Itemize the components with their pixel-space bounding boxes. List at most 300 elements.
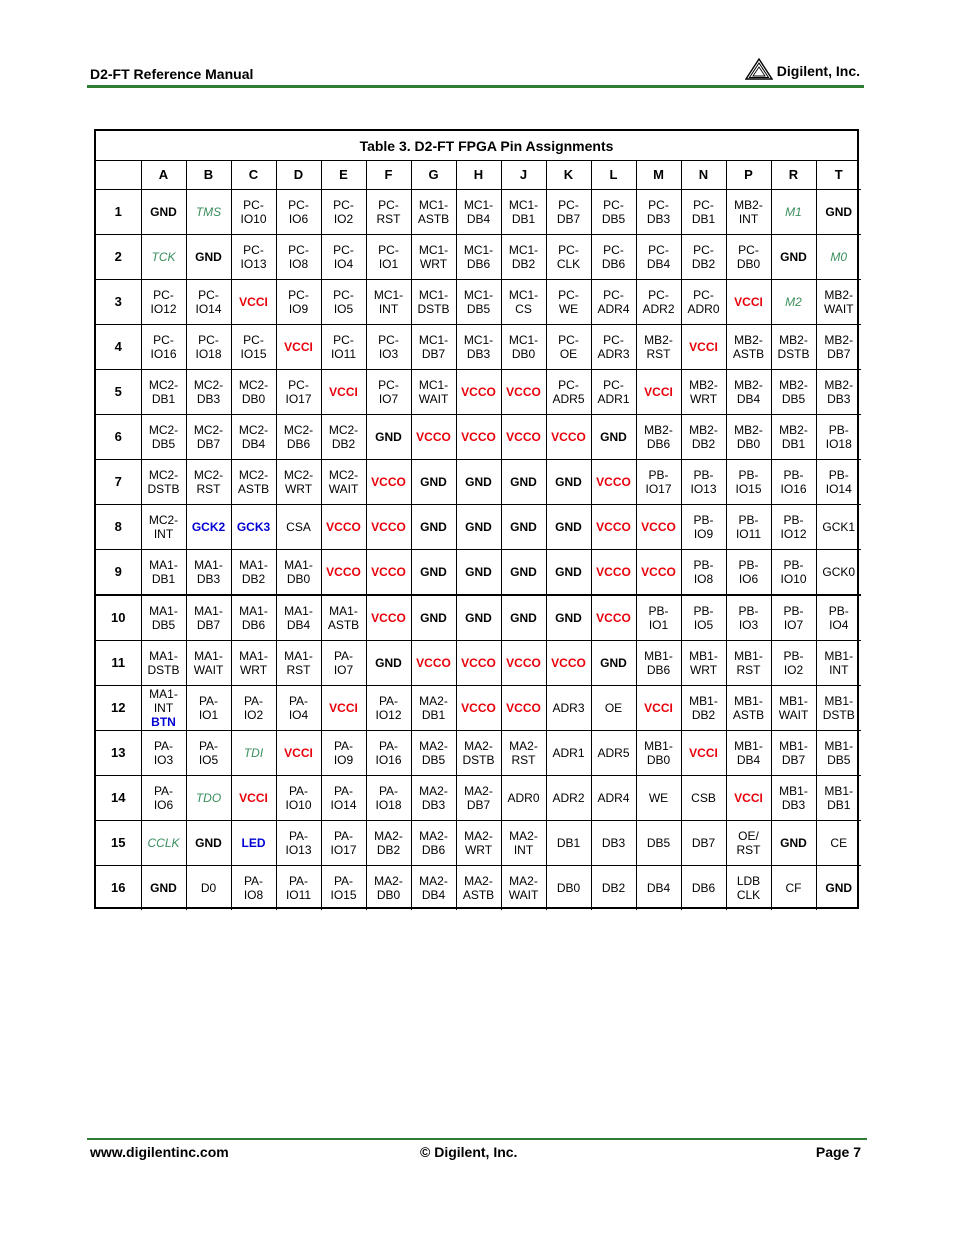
pin-label: VCCI (329, 385, 358, 399)
pin-cell (771, 641, 816, 686)
pin-cell (366, 370, 411, 415)
pin-cell (366, 415, 411, 460)
pin-cell (501, 235, 546, 280)
pin-label: ADR2 (552, 791, 585, 805)
pin-label: MC1- DSTB (417, 288, 450, 316)
pin-label: MB1- INT (824, 649, 854, 677)
table-row (96, 686, 861, 731)
pin-label: ADR4 (597, 791, 630, 805)
pin-label: VCCI (239, 295, 268, 309)
pin-label: VCCO (641, 520, 676, 534)
pin-label: PC- WE (558, 288, 579, 316)
pin-label: M0 (830, 250, 848, 264)
pin-cell (636, 190, 681, 235)
pin-label: PC- ADR3 (597, 333, 630, 361)
pin-cell (366, 686, 411, 731)
pin-label: MB1- WRT (689, 649, 718, 677)
pin-cell (321, 280, 366, 325)
table-row (96, 595, 861, 641)
pin-cell (681, 235, 726, 280)
pin-cell (591, 776, 636, 821)
pin-cell (231, 235, 276, 280)
pin-cell (501, 866, 546, 911)
pin-cell (186, 190, 231, 235)
pin-label: PB- IO8 (693, 558, 714, 586)
pin-cell (321, 731, 366, 776)
pin-cell (501, 686, 546, 731)
pin-label: MA2- DB3 (419, 784, 448, 812)
pin-cell (366, 550, 411, 596)
pin-label: MA1- WAIT (193, 649, 224, 677)
pin-cell (681, 280, 726, 325)
pin-label: PA- IO10 (285, 784, 312, 812)
pin-cell (546, 235, 591, 280)
pin-label: PA- IO9 (333, 739, 354, 767)
row-header: 9 (96, 550, 141, 596)
pin-cell (591, 731, 636, 776)
pin-cell (636, 731, 681, 776)
pin-cell (366, 460, 411, 505)
pin-cell (186, 550, 231, 596)
pin-cell (456, 595, 501, 641)
row-header: 6 (96, 415, 141, 460)
pin-cell (636, 776, 681, 821)
pin-label: PA- IO4 (288, 694, 309, 722)
pin-label: MA1- DB4 (284, 604, 313, 632)
pin-label: MC2- DB0 (238, 378, 269, 406)
pin-label: MC2- DB7 (193, 423, 224, 451)
pin-label: MC1- INT (373, 288, 404, 316)
pin-label: ADR1 (552, 746, 585, 760)
pin-cell (276, 190, 321, 235)
pin-label: MA2- DSTB (462, 739, 495, 767)
pin-label: PC- IO18 (195, 333, 222, 361)
pin-cell (501, 325, 546, 370)
pin-cell (456, 731, 501, 776)
pin-cell (141, 550, 186, 596)
pin-cell (546, 280, 591, 325)
pin-label: MB2- DB3 (824, 378, 854, 406)
pin-label: ADR5 (597, 746, 630, 760)
pin-cell (591, 415, 636, 460)
pin-label: MB2- RST (644, 333, 673, 361)
pin-label: MA1- DB3 (194, 558, 223, 586)
pin-label: PC- IO12 (150, 288, 177, 316)
pin-label: GND (420, 475, 447, 489)
pin-cell (456, 415, 501, 460)
pin-cell (231, 686, 276, 731)
pin-label: VCCI (689, 340, 718, 354)
table-row (96, 415, 861, 460)
pin-label: MC1- WAIT (418, 378, 449, 406)
pin-label: DB7 (691, 836, 716, 850)
pin-cell (411, 595, 456, 641)
column-header: R (771, 161, 816, 190)
pin-cell (231, 325, 276, 370)
pin-cell (411, 415, 456, 460)
pin-label: VCCO (326, 520, 361, 534)
pin-cell (681, 641, 726, 686)
pin-label: VCCO (506, 656, 541, 670)
pin-label: MB2- DSTB (777, 333, 810, 361)
pin-cell (591, 595, 636, 641)
pin-cell (636, 235, 681, 280)
pin-label: PC- RST (376, 198, 401, 226)
pin-label: PC- IO4 (333, 243, 354, 271)
pin-cell (321, 686, 366, 731)
pin-cell (186, 731, 231, 776)
pin-label: M2 (785, 295, 802, 309)
pin-label: PC- DB6 (601, 243, 626, 271)
pin-cell (681, 415, 726, 460)
pin-cell (366, 866, 411, 911)
pin-cell (546, 325, 591, 370)
pin-cell (321, 370, 366, 415)
pin-cell (186, 235, 231, 280)
pin-cell (681, 550, 726, 596)
pin-label: VCCI (239, 791, 268, 805)
pin-label: MA2- DB1 (419, 694, 448, 722)
pin-cell (411, 866, 456, 911)
pin-cell (636, 550, 681, 596)
pin-label: MC2- DB4 (238, 423, 269, 451)
digilent-logo-icon (745, 58, 773, 80)
pin-label: PB- IO10 (780, 558, 807, 586)
pin-label: PC- ADR0 (687, 288, 720, 316)
pin-cell (186, 686, 231, 731)
pin-label: GND (555, 611, 582, 625)
pin-cell (231, 731, 276, 776)
pin-cell (411, 776, 456, 821)
pin-cell (276, 235, 321, 280)
pin-cell (276, 595, 321, 641)
column-header: D (276, 161, 321, 190)
column-header: B (186, 161, 231, 190)
pin-cell (141, 235, 186, 280)
pin-label: MB2- DB5 (779, 378, 808, 406)
pin-cell (636, 280, 681, 325)
pin-cell (546, 550, 591, 596)
pin-label: DB5 (646, 836, 671, 850)
table-row (96, 370, 861, 415)
pin-label: PA- IO2 (243, 694, 264, 722)
pin-cell (366, 325, 411, 370)
pin-cell (726, 235, 771, 280)
pin-label: PB- IO11 (735, 513, 762, 541)
pin-label: PC- DB5 (601, 198, 626, 226)
pin-cell (141, 505, 186, 550)
pin-cell (501, 731, 546, 776)
pin-cell (141, 415, 186, 460)
pin-label: MB1- WAIT (778, 694, 809, 722)
pin-label: VCCI (734, 791, 763, 805)
pin-cell (546, 370, 591, 415)
pin-label: M1 (785, 205, 802, 219)
pin-label: MB2- WRT (689, 378, 718, 406)
row-header: 2 (96, 235, 141, 280)
header-company (745, 58, 860, 80)
pin-label: MA1- DB1 (149, 558, 178, 586)
column-header: E (321, 161, 366, 190)
pin-cell (591, 686, 636, 731)
pin-cell (681, 505, 726, 550)
pin-label: MC1- DB7 (418, 333, 449, 361)
pin-cell (771, 415, 816, 460)
pin-label: DB1 (556, 836, 581, 850)
column-header: N (681, 161, 726, 190)
pin-cell (321, 460, 366, 505)
pin-cell (771, 505, 816, 550)
pin-label: VCCO (596, 611, 631, 625)
pin-label: PB- IO6 (738, 558, 759, 586)
pin-label: PC- IO15 (240, 333, 267, 361)
pin-label: D0 (200, 881, 217, 895)
pin-label: MC1- DB1 (508, 198, 539, 226)
pin-label: VCCI (644, 385, 673, 399)
pin-label: GND (150, 205, 177, 219)
column-header: K (546, 161, 591, 190)
pin-cell (456, 370, 501, 415)
pin-label: GND (420, 520, 447, 534)
pin-cell (546, 505, 591, 550)
header-company-name: Digilent, Inc. (776, 63, 860, 79)
pin-cell (276, 415, 321, 460)
pin-label: GCK2 (191, 520, 226, 534)
pin-cell (276, 550, 321, 596)
pin-cell (546, 821, 591, 866)
pin-label: GND (510, 565, 537, 579)
pin-cell (726, 550, 771, 596)
pin-cell (771, 550, 816, 596)
pin-label: PC- ADR4 (597, 288, 630, 316)
pin-cell (636, 595, 681, 641)
pin-cell (186, 641, 231, 686)
pin-cell (546, 686, 591, 731)
column-header: L (591, 161, 636, 190)
pin-cell (186, 866, 231, 911)
pin-cell (816, 505, 861, 550)
pin-label: VCCO (551, 656, 586, 670)
pin-label: GND (510, 520, 537, 534)
pin-cell (456, 280, 501, 325)
pin-cell (366, 641, 411, 686)
pin-label: PA- IO1 (198, 694, 219, 722)
pin-cell (366, 235, 411, 280)
pin-label: MB1- DB4 (734, 739, 763, 767)
pin-label: MC1- WRT (418, 243, 449, 271)
pin-cell (816, 731, 861, 776)
pin-cell (456, 460, 501, 505)
pin-label: MB1- DSTB (822, 694, 855, 722)
pin-cell (141, 325, 186, 370)
pin-label: MC2- INT (148, 513, 179, 541)
row-header: 12 (96, 686, 141, 731)
pin-label: GND (375, 430, 402, 444)
pin-label: PA- IO6 (153, 784, 174, 812)
pin-label: GND (555, 520, 582, 534)
pin-label: PC- IO16 (150, 333, 177, 361)
pin-label: PC- IO7 (378, 378, 399, 406)
pin-cell (141, 686, 186, 731)
pin-cell (456, 325, 501, 370)
pin-label: MB2- WAIT (823, 288, 854, 316)
pin-label: MB1- RST (734, 649, 763, 677)
pin-cell (501, 550, 546, 596)
pin-label: PC- OE (558, 333, 579, 361)
pin-cell (231, 866, 276, 911)
pin-label: PB- IO15 (735, 468, 762, 496)
pin-cell (591, 505, 636, 550)
pin-cell (276, 505, 321, 550)
pin-label: MA1- DB5 (149, 604, 178, 632)
pin-label: PB- IO12 (780, 513, 807, 541)
pin-label: PC- IO11 (330, 333, 357, 361)
pin-label: MB1- DB6 (644, 649, 673, 677)
pin-label: MB1- DB3 (779, 784, 808, 812)
pin-label: PA- IO11 (285, 874, 312, 902)
column-header: F (366, 161, 411, 190)
pin-cell (456, 190, 501, 235)
pin-label: PC- IO6 (288, 198, 309, 226)
pin-cell (501, 821, 546, 866)
pin-label: MC1- DB3 (463, 333, 494, 361)
pin-label: VCCO (506, 701, 541, 715)
pin-label: PB- IO9 (693, 513, 714, 541)
pin-cell (726, 415, 771, 460)
pin-label: CCLK (147, 836, 180, 850)
pin-label: PB- IO14 (825, 468, 852, 496)
pin-cell (681, 460, 726, 505)
table-row (96, 460, 861, 505)
pin-cell (681, 776, 726, 821)
pin-label: PB- IO13 (690, 468, 717, 496)
pin-cell (141, 866, 186, 911)
pin-label: VCCI (284, 746, 313, 760)
row-header: 1 (96, 190, 141, 235)
pin-label: MA2- ASTB (462, 874, 495, 902)
row-header: 14 (96, 776, 141, 821)
pin-label: MB1- DB0 (644, 739, 673, 767)
pin-label: DB6 (691, 881, 716, 895)
pin-cell (141, 370, 186, 415)
pin-label: CF (785, 881, 802, 895)
pin-cell (366, 821, 411, 866)
pin-label: MB2- DB7 (824, 333, 854, 361)
pin-label: PC- IO8 (288, 243, 309, 271)
table-title: Table 3. D2-FT FPGA Pin Assignments (96, 131, 857, 161)
table-row (96, 776, 861, 821)
pin-label: VCCO (371, 565, 406, 579)
row-header: 11 (96, 641, 141, 686)
pin-label: MC2- DB6 (283, 423, 314, 451)
pin-cell (681, 686, 726, 731)
pin-grid (96, 161, 861, 910)
pin-label: PB- IO4 (828, 604, 849, 632)
pin-label: VCCI (284, 340, 313, 354)
row-header: 7 (96, 460, 141, 505)
pin-cell (816, 370, 861, 415)
pin-label: MC2- DB2 (328, 423, 359, 451)
pin-cell (591, 190, 636, 235)
pin-cell (501, 190, 546, 235)
pin-cell (411, 731, 456, 776)
pin-label: MA1- ASTB (327, 604, 360, 632)
pin-label: DB2 (601, 881, 626, 895)
pin-label: MA1- DB2 (239, 558, 268, 586)
column-header: P (726, 161, 771, 190)
pin-cell (141, 641, 186, 686)
pin-label: CE (830, 836, 848, 850)
table-row (96, 821, 861, 866)
pin-cell (276, 686, 321, 731)
pin-cell (186, 460, 231, 505)
pin-label: MA2- DB4 (419, 874, 448, 902)
pin-cell (321, 821, 366, 866)
pin-label: VCCO (326, 565, 361, 579)
pin-cell (591, 866, 636, 911)
pin-label: VCCO (596, 520, 631, 534)
pin-cell (771, 776, 816, 821)
pin-cell (636, 641, 681, 686)
pin-cell (501, 370, 546, 415)
pin-label: PB- IO3 (738, 604, 759, 632)
pin-cell (546, 595, 591, 641)
pin-label: PA- IO8 (243, 874, 264, 902)
pin-label: PC- IO1 (378, 243, 399, 271)
table-row (96, 280, 861, 325)
pin-label: GCK0 (822, 565, 856, 579)
pin-label: PC- DB1 (691, 198, 716, 226)
pin-label: GND (510, 475, 537, 489)
pin-cell (681, 190, 726, 235)
pin-cell (141, 460, 186, 505)
pin-label: PA- IO5 (198, 739, 219, 767)
pin-label: VCCO (551, 430, 586, 444)
pin-label: VCCI (734, 295, 763, 309)
pin-cell (546, 731, 591, 776)
pin-label: VCCO (416, 430, 451, 444)
pin-cell (366, 280, 411, 325)
pin-cell (816, 595, 861, 641)
pin-cell (141, 280, 186, 325)
pin-cell (501, 280, 546, 325)
column-header: C (231, 161, 276, 190)
pin-cell (681, 731, 726, 776)
pin-label: MC1- DB5 (463, 288, 494, 316)
pin-label: GND (375, 656, 402, 670)
pin-cell (546, 866, 591, 911)
pin-cell (141, 190, 186, 235)
pin-label: MC1- DB6 (463, 243, 494, 271)
pin-label: VCCO (371, 611, 406, 625)
pin-label: GND (600, 430, 627, 444)
pin-cell (681, 866, 726, 911)
pin-cell (411, 370, 456, 415)
pin-label: MC1- DB0 (508, 333, 539, 361)
pin-cell (321, 776, 366, 821)
pin-cell (456, 686, 501, 731)
column-header: T (816, 161, 861, 190)
pin-cell (636, 370, 681, 415)
pin-label: MB1- DB1 (824, 784, 854, 812)
pin-label: ADR0 (507, 791, 540, 805)
pin-extra-label: BTN (151, 715, 176, 729)
table-row (96, 550, 861, 596)
pin-assignment-table (94, 129, 859, 909)
pin-label: MA1- RST (284, 649, 313, 677)
pin-cell (186, 370, 231, 415)
pin-label: GND (780, 250, 807, 264)
